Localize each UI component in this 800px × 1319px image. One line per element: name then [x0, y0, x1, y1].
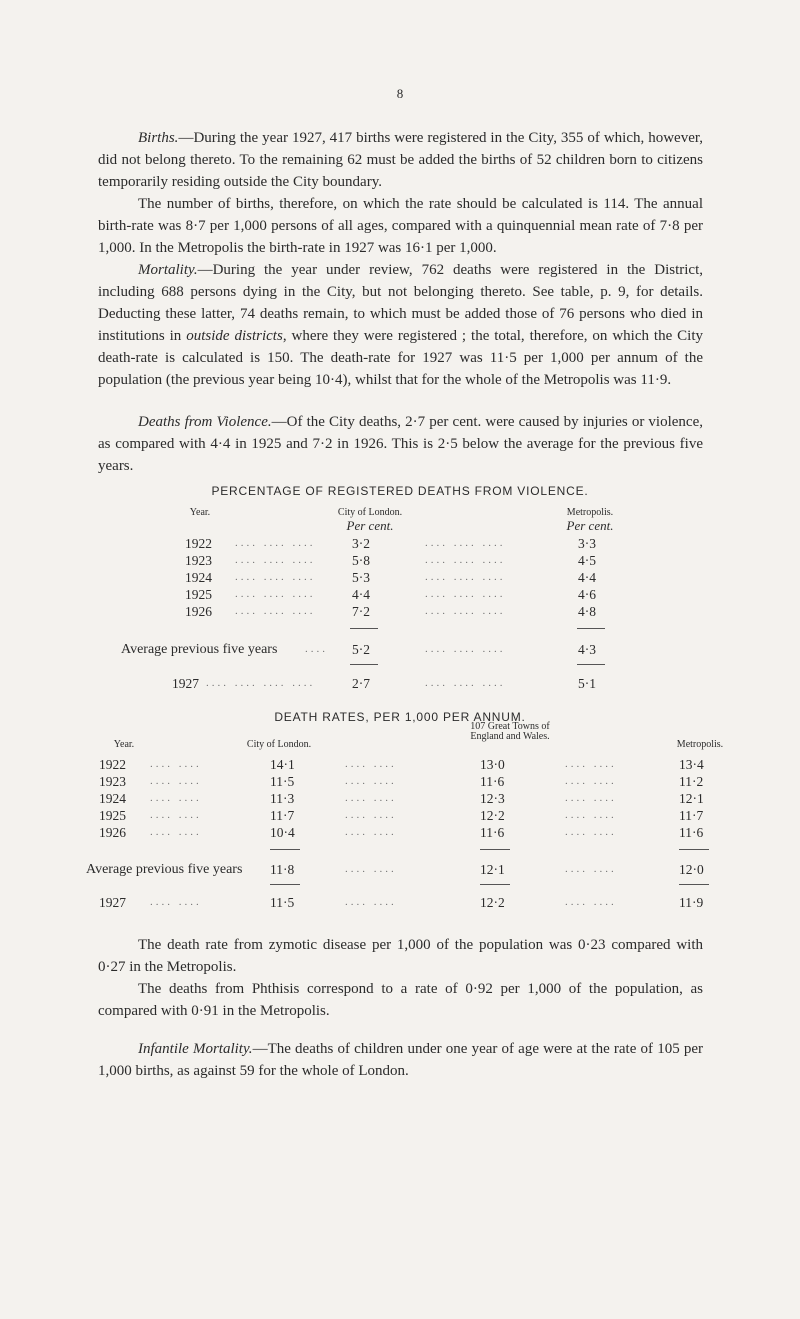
table2-average-city: 11·8 — [270, 862, 295, 877]
rule — [270, 884, 300, 885]
mortality-section — [98, 259, 703, 391]
births-paragraph-2: The number of births, therefore, on which the rate should be calculated is 114. The annual birth-rate was 8·7 per 1,000 persons of all ages, compared with a quinquennial mean rate of 7·8 per 1,000. In the Metropolis the birth-rate in 1927 was 16·1 per 1,000. — [98, 196, 703, 256]
table1-average-city: 5·2 — [352, 642, 370, 657]
table2-col-city: City of London. — [246, 739, 312, 750]
births-section — [98, 127, 703, 259]
violence-paragraph: Deaths from Violence.—Of the City deaths, 2·7 per cent. were caused by injuries or violence, as compared with 4·4 in 1925 and 7·2 in 1926. This is 2·5 below the average for the previous five years. — [98, 414, 703, 474]
table1-col-metro-unit: Per cent. — [566, 518, 614, 533]
table2-final-city: 11·5 — [270, 895, 295, 910]
table1-col-year: Year. — [189, 507, 211, 518]
mortality-paragraph: Mortality.—During the year under review, 762 deaths were registered in the District, including 688 persons dying in the City, but not belonging thereto. See table, p. 9, for details. Deducting these latter, 74 deaths remain, to which must be added those of 76 persons who died in institutions in outside districts, where they were registered ; the total, therefore, on which the City death-rate is calculated is 150. The death-rate for 1927 was 11·5 per 1,000 per annum of the population (the previous year being 10·4), whilst that for the whole of the Metropolis was 11·9. — [98, 262, 703, 388]
table2-average-label: Average previous five years — [86, 862, 243, 877]
mortality-heading: Mortality. — [138, 262, 198, 278]
table2-col-year: Year. — [113, 739, 135, 750]
table2-final-year: 1927 — [99, 895, 126, 910]
closing-section — [98, 934, 703, 1082]
table1-final-year: 1927 — [172, 676, 199, 691]
rule — [679, 884, 709, 885]
table2-final-metro: 11·9 — [679, 895, 704, 910]
violence-table: Year. City of London. Per cent. Metropolis. Per cent. 1922 .... .... .... 3·2 .... .... .... 3·3 1923 .... .... .... 5·8 .... .... .... 4·5 1924 .... .... .... 5·3 .... .... .... 4·4 1925 .... .... .... 4·4 .... .... .... 4·6 1926 .... .... .... 7·2 .... .... .... 4·8 Average previous five years .... 5·2 .... .... .... 4·3 1927 .... .... .... .... 2·7 .... .... .... 5·1 — [0, 0, 800, 1319]
rule — [480, 849, 510, 850]
table1-final-city: 2·7 — [352, 676, 370, 691]
births-heading: Births. — [138, 130, 179, 146]
table1-final-metro: 5·1 — [578, 676, 596, 691]
table-row: 1925 — [185, 587, 212, 602]
infantile-heading: Infantile Mortality. — [138, 1041, 253, 1057]
table-row: 1923 — [185, 553, 212, 568]
table-row: 1922 — [99, 757, 126, 772]
table2-title: DEATH RATES, PER 1,000 PER ANNUM. — [274, 710, 526, 724]
rule — [480, 884, 510, 885]
table-row: 1922 — [185, 536, 212, 551]
phthisis-paragraph: The deaths from Phthisis correspond to a rate of 0·92 per 1,000 of the population, as compared with 0·91 in the Metropolis. — [98, 981, 703, 1019]
table1-col-city: City of London. — [337, 507, 403, 518]
table1-average-metro: 4·3 — [578, 642, 596, 657]
table-row: 1926 — [185, 604, 212, 619]
table1-title: PERCENTAGE OF REGISTERED DEATHS FROM VIOLENCE. — [211, 484, 589, 498]
violence-section — [98, 411, 703, 477]
table-row: 1924 — [99, 791, 126, 806]
rule — [350, 628, 378, 629]
table-row: 1924 — [185, 570, 212, 585]
rule — [270, 849, 300, 850]
table2-average-metro: 12·0 — [679, 862, 704, 877]
table2-col-metro: Metropolis. — [676, 739, 724, 750]
violence-heading: Deaths from Violence. — [138, 414, 272, 430]
table2-final-towns: 12·2 — [480, 895, 505, 910]
table1-col-metro: Metropolis. — [566, 507, 614, 518]
table-row: 1926 — [99, 825, 126, 840]
table-row: 1925 — [99, 808, 126, 823]
table1-average-label: Average previous five years — [121, 642, 278, 657]
page-number: 8 — [396, 86, 404, 101]
zymotic-paragraph: The death rate from zymotic disease per 1,000 of the population was 0·23 compared with 0·27 in the Metropolis. — [98, 937, 703, 975]
rule — [577, 664, 605, 665]
table2-average-towns: 12·1 — [480, 862, 505, 877]
table-row: 1923 — [99, 774, 126, 789]
death-rates-table: Year. City of London. 107 Great Towns of England and Wales. Metropolis. 1922 .... .... 14·1 .... .... 13·0 .... .... 13·4 1923 .... .... 11·5 .... .... 11·6 .... .... 11·2 1924 .... .... 11·3 .... .... 12·3 .... .... 12·1 1925 .... .... 11·7 .... .... 12·2 .... .... 11·7 1926 .... .... 10·4 .... .... 11·6 .... .... 11·6 Average previous five years 11·8 .... .... 12·1 .... .... 12·0 1927 .... .... 11·5 .... .... 12·2 .... .... 11·9 — [0, 0, 800, 1319]
rule — [577, 628, 605, 629]
rule — [350, 664, 378, 665]
infantile-paragraph: Infantile Mortality.—The deaths of children under one year of age were at the rate of 105 per 1,000 births, as against 59 for the whole of London. — [98, 1041, 703, 1079]
table1-col-city-unit: Per cent. — [346, 518, 394, 533]
table2-col-towns: 107 Great Towns of England and Wales. — [470, 721, 550, 742]
births-paragraph-1: Births.—During the year 1927, 417 births were registered in the City, 355 of which, however, did not belong thereto. To the remaining 62 must be added the births of 52 children born to citizens temporarily residing outside the City boundary. — [98, 130, 703, 190]
rule — [679, 849, 709, 850]
